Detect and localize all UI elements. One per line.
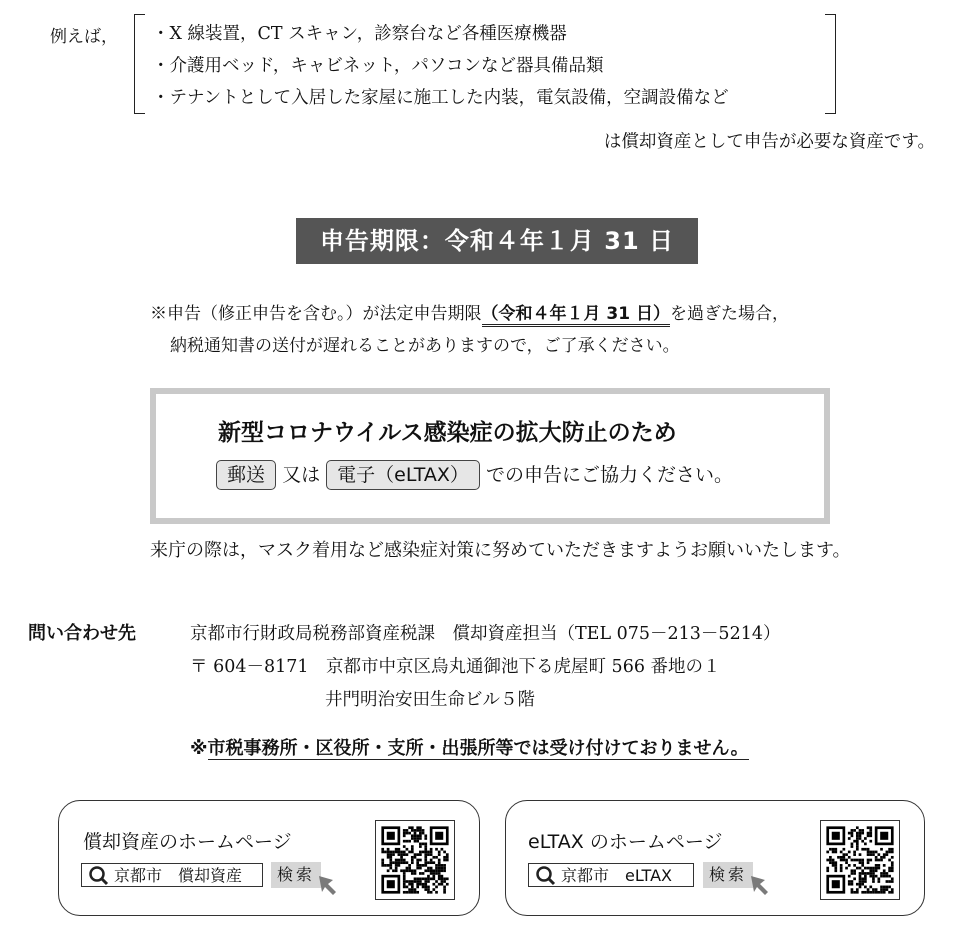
note-deadline: （令和４年１月 31 日） [482,304,671,327]
left-bracket [134,14,145,114]
example-item: ・X 線装置，CT スキャン，診察台など各種医療機器 [152,24,567,44]
or-text: 又は [282,464,321,486]
electronic-badge: 電子（eLTAX） [326,460,480,490]
example-item: ・テナントとして入居した家屋に施工した内装，電気設備，空調設備など [152,88,729,108]
magnifier-icon [88,866,110,886]
search-box[interactable] [528,863,694,887]
homepage-card-eltax [505,800,925,916]
cursor-arrow-icon [317,874,339,896]
search-box[interactable] [81,863,263,887]
magnifier-icon [535,866,557,886]
notice [190,734,749,760]
visit-note: 来庁の際は，マスク着用など感染症対策に努めていただきますようお願いいたします。 [150,540,851,561]
cursor-arrow-icon [749,874,771,896]
qr-code-icon [375,820,455,900]
covid-title: 新型コロナウイルス感染症の拡大防止のため [218,420,677,446]
note-line2: 納税通知書の送付が遅れることがありますので，ご了承ください。 [170,336,680,356]
covid-box [150,388,830,524]
right-bracket [825,14,836,114]
note-text: ※申告（修正申告を含む。）が法定申告期限 [150,304,482,324]
notice-mark: ※ [190,738,208,759]
examples-list [152,18,729,114]
contact-line: 井門明治安田生命ビル５階 [325,690,535,710]
covid-request [216,460,733,490]
mail-badge: 郵送 [216,460,276,490]
contact-label: 問い合わせ先 [28,623,136,644]
search-button[interactable]: 検索 [271,862,321,888]
request-text: での申告にご協力ください。 [485,464,733,486]
contact-info [190,618,780,717]
contact-line: 〒 604－8171 京都市中京区烏丸通御池下る虎屋町 566 番地の１ [190,657,721,677]
example-item: ・介護用ベッド，キャビネット，パソコンなど器具備品類 [152,56,604,76]
examples-tail: は償却資産として申告が必要な資産です。 [603,132,935,152]
homepage-card-depreciable [58,800,480,916]
search-text: 京都市 償却資産 [114,866,243,885]
deadline-banner: 申告期限：令和４年１月 31 日 [296,218,698,264]
card-title: 償却資産のホームページ [83,831,292,853]
note-text: を過ぎた場合， [670,304,789,324]
card-title: eLTAX のホームページ [528,831,723,853]
contact-line: 京都市行財政局税務部資産税課 償却資産担当（TEL 075－213－5214） [190,624,781,644]
examples-label: 例えば， [50,27,118,47]
search-button[interactable]: 検索 [703,862,753,888]
deadline-note [150,298,789,362]
qr-code-icon [820,820,900,900]
search-text: 京都市 eLTAX [561,866,672,885]
notice-text: 市税事務所・区役所・支所・出張所等では受け付けておりません。 [207,738,749,759]
